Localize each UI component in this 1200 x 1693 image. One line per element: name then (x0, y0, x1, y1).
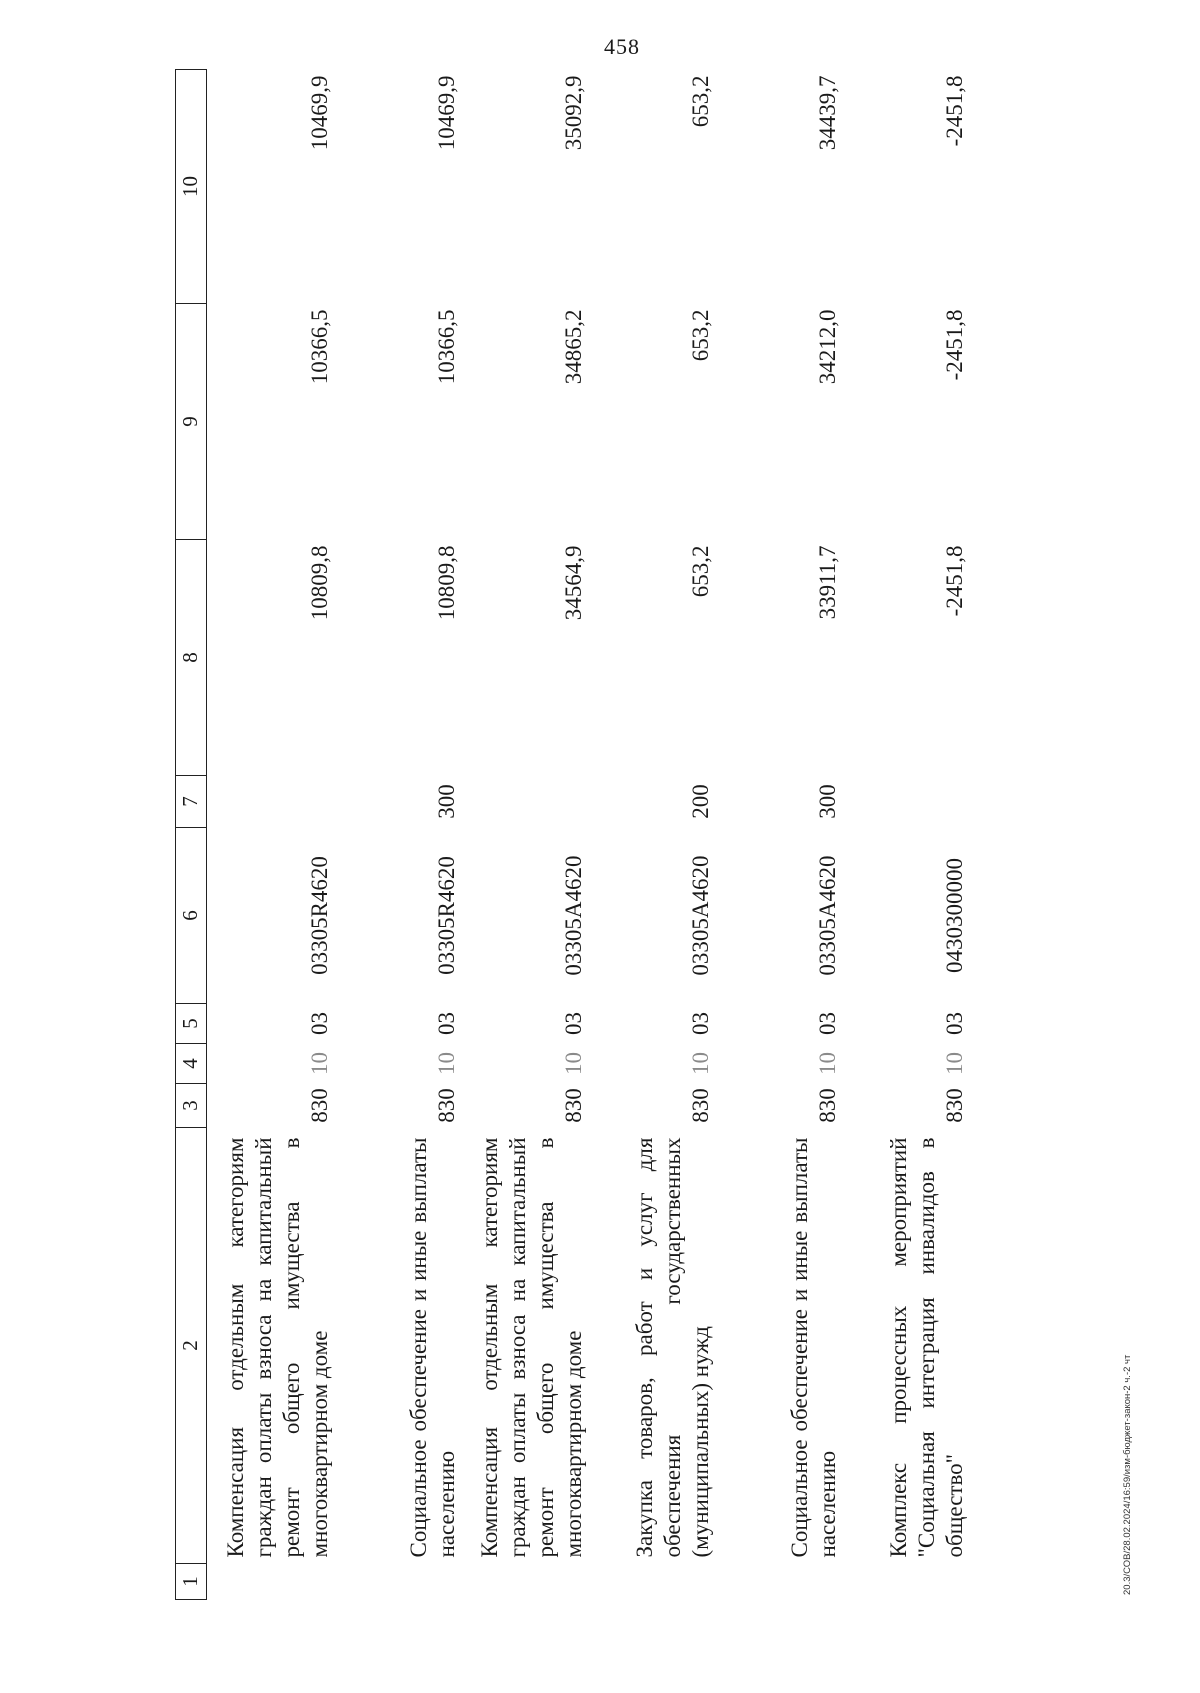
footer-reference: 20.3/СОВ/28.02.2024/16:59/изм-бюджет-закон-2 ч.-2 чт (1122, 1354, 1133, 1595)
cell-subsection: 03 (814, 1012, 840, 1035)
table-row (715, 70, 842, 1600)
row-name-cell: Компенсация отдельным категориям граждан оплаты взноса на капитальный ремонт общего имущества в многоквартирном доме (476, 1137, 586, 1558)
header-col-4: 4 (176, 1044, 207, 1084)
cell-col-1 (842, 1564, 969, 1600)
header-col-5: 5 (176, 1004, 207, 1044)
table-row (334, 70, 461, 1600)
cell-amount-col10: 34439,7 (814, 75, 840, 151)
cell-col-1 (588, 1564, 715, 1600)
cell-amount-col9: -2451,8 (941, 309, 967, 381)
cell-col-1 (334, 1564, 461, 1600)
cell-expense-type (842, 776, 969, 828)
cell-target-article: 03305R4620 (306, 856, 332, 975)
cell-amount-col10: 10469,9 (433, 75, 459, 151)
cell-amount-col10: 10469,9 (306, 75, 332, 151)
header-col-9: 9 (176, 304, 207, 540)
cell-amount-col10: -2451,8 (941, 75, 967, 147)
cell-subsection: 03 (433, 1012, 459, 1035)
cell-amount-col9: 653,2 (687, 309, 713, 362)
table-row (842, 70, 969, 1600)
table-row (207, 70, 335, 1600)
cell-grbs: 830 (306, 1088, 332, 1123)
cell-section: 10 (433, 1052, 459, 1075)
row-name-cell: Комплекс процессных мероприятий "Социальная интеграция инвалидов в общество" (885, 1137, 967, 1558)
cell-grbs: 830 (560, 1088, 586, 1123)
cell-amount-col8: 10809,8 (306, 545, 332, 621)
row-name-cell: Компенсация отдельным категориям граждан оплаты взноса на капитальный ремонт общего имущества в многоквартирном доме (222, 1137, 332, 1558)
header-col-7: 7 (176, 776, 207, 828)
cell-section: 10 (306, 1052, 332, 1075)
cell-amount-col9: 34865,2 (560, 309, 586, 385)
cell-target-article: 03305R4620 (433, 856, 459, 975)
header-col-1: 1 (176, 1564, 207, 1600)
header-col-2: 2 (176, 1128, 207, 1564)
cell-amount-col8: -2451,8 (941, 545, 967, 617)
cell-section: 10 (687, 1052, 713, 1075)
cell-grbs: 830 (433, 1088, 459, 1123)
cell-col-1 (461, 1564, 588, 1600)
cell-amount-col8: 10809,8 (433, 545, 459, 621)
cell-subsection: 03 (306, 1012, 332, 1035)
cell-amount-col9: 10366,5 (433, 309, 459, 385)
cell-grbs: 830 (814, 1088, 840, 1123)
row-name-cell: Социальное обеспечение и иные выплаты населению (405, 1137, 459, 1558)
table-row (461, 70, 588, 1600)
cell-target-article: 0430300000 (941, 858, 967, 973)
cell-subsection: 03 (941, 1012, 967, 1035)
header-col-6: 6 (176, 828, 207, 1004)
row-name-cell: Закупка товаров, работ и услуг для обеспечения государственных (муниципальных) нужд (631, 1137, 713, 1558)
cell-amount-col9: 10366,5 (306, 309, 332, 385)
cell-subsection: 03 (560, 1012, 586, 1035)
cell-grbs: 830 (941, 1088, 967, 1123)
cell-col-1 (207, 1564, 335, 1600)
budget-table (175, 69, 969, 1600)
cell-amount-col8: 653,2 (687, 545, 713, 598)
cell-section: 10 (814, 1052, 840, 1075)
cell-grbs: 830 (687, 1088, 713, 1123)
cell-amount-col10: 653,2 (687, 75, 713, 128)
table-header-row (176, 70, 207, 1600)
cell-amount-col8: 34564,9 (560, 545, 586, 621)
header-col-10: 10 (176, 70, 207, 304)
cell-target-article: 03305А4620 (560, 855, 586, 976)
page-number: 458 (604, 34, 640, 59)
cell-target-article: 03305А4620 (814, 855, 840, 976)
cell-subsection: 03 (687, 1012, 713, 1035)
row-name-cell: Социальное обеспечение и иные выплаты населению (786, 1137, 840, 1558)
cell-expense-type (207, 776, 335, 828)
header-col-8: 8 (176, 540, 207, 776)
rotated-table-container (175, 70, 1035, 1600)
cell-target-article: 03305А4620 (687, 855, 713, 976)
cell-expense-type (461, 776, 588, 828)
cell-amount-col9: 34212,0 (814, 309, 840, 385)
cell-expense-type: 200 (687, 784, 713, 819)
cell-expense-type: 300 (814, 784, 840, 819)
cell-col-1 (715, 1564, 842, 1600)
header-col-3: 3 (176, 1084, 207, 1128)
table-row (588, 70, 715, 1600)
cell-expense-type: 300 (433, 784, 459, 819)
cell-section: 10 (560, 1052, 586, 1075)
cell-amount-col10: 35092,9 (560, 75, 586, 151)
cell-amount-col8: 33911,7 (814, 545, 840, 620)
cell-section: 10 (941, 1052, 967, 1075)
